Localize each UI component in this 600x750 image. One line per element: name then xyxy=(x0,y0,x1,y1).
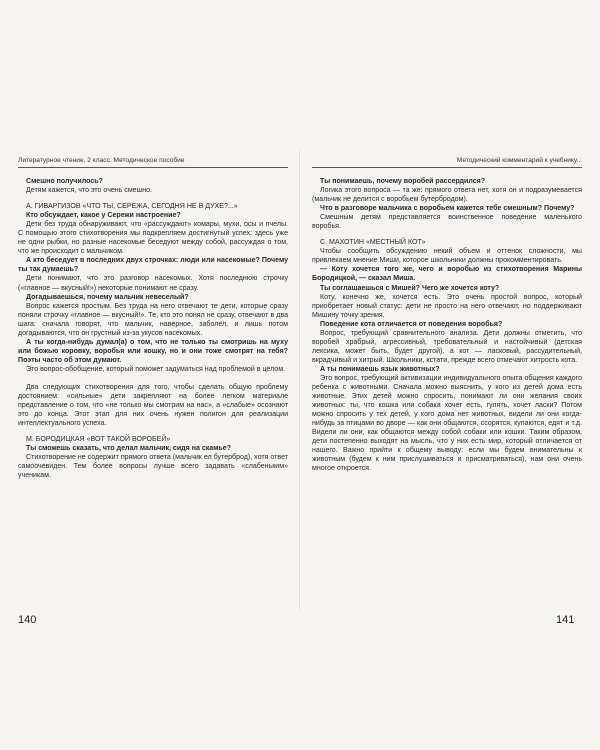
text-paragraph: Чтобы сообщить обсуждению некий объем и оттенок сложности, мы привлекаем мнение Миши, которое школьники должны прокомментировать. xyxy=(312,248,582,265)
question-paragraph: Ты соглашаешься с Мишей? Чего же хочется коту? xyxy=(320,284,500,292)
text-paragraph: Вопрос кажется простым. Без труда на него отвечают те дети, которые сразу поняли строчку «главное — вкусный!». Те, кто это понял не сразу, отвечают в два шага: сначала говорят, что мальчик, наверное, заболел, и лишь потом догадываются, что он грустный из-за укусов насекомых. xyxy=(18,302,288,337)
paragraph-gap xyxy=(18,374,288,383)
text-paragraph: Вопрос, требующий сравнительного анализа. Дети должны отметить, что воробей храбрый, агрессивный, требовательный и настойчивый (детская лексика, может быть, будет другой), а кот — ласковый, рассудительный, вкрадчивый и хитрый. Школьники, кстати, прежде всего отмечают хитрость кота. xyxy=(312,329,582,364)
section-heading: М. БОРОДИЦКАЯ «ВОТ ТАКОЙ ВОРОБЕЙ» xyxy=(26,436,171,444)
left-page-text xyxy=(18,177,288,480)
section-heading: С. МАХОТИН «МЕСТНЫЙ КОТ» xyxy=(320,239,426,247)
section-heading: А. ГИВАРГИЗОВ «ЧТО ТЫ, СЕРЕЖА, СЕГОДНЯ НЕ В ДУХЕ?...» xyxy=(26,203,238,211)
book-gutter xyxy=(299,150,301,610)
right-page-text xyxy=(312,177,582,474)
question-paragraph: Ты сможешь сказать, что делал мальчик, сидя на скамье? xyxy=(26,445,231,453)
right-page xyxy=(312,156,582,596)
right-running-head: Методический комментарий к учебнику... xyxy=(312,156,582,168)
text-paragraph: Стихотворение не содержит прямого ответа (мальчик ел бутерброд), хотя ответ самоочевиден. Тем более вопросы лучше всего задавать «слабеньким» ученикам. xyxy=(18,454,288,480)
question-paragraph: А кто беседует в последних двух строчках: люди или насекомые? Почему ты так думаешь? xyxy=(18,257,288,274)
text-paragraph: Это вопрос-обобщение, который поможет задуматься над проблемой в целом. xyxy=(26,365,285,373)
left-page-number: 140 xyxy=(18,614,37,626)
question-paragraph: А ты когда-нибудь думал(а) о том, что не только ты смотришь на муху или божью коровку, воробья или кошку, но и они тоже смотрят на тебя? Поэты часто об этом думают. xyxy=(18,338,288,364)
question-paragraph: — Коту хочется того же, чего и воробью из стихотворения Марины Бородицкой, — сказал Миша. xyxy=(312,266,582,283)
text-paragraph: Коту, конечно же, хочется есть. Это очень простой вопрос, который приобретает новый статус: дети не просто на него отвечают, но поддерживают Мишину точку зрения. xyxy=(312,293,582,319)
question-paragraph: Кто обсуждает, какое у Сережи настроение? xyxy=(26,212,181,220)
question-paragraph: Ты понимаешь, почему воробей рассердился? xyxy=(320,178,486,185)
text-paragraph: Детям кажется, что это очень смешно. xyxy=(26,187,153,195)
right-page-number: 141 xyxy=(556,614,575,626)
question-paragraph: А ты понимаешь язык животных? xyxy=(320,365,440,373)
question-paragraph: Поведение кота отличается от поведения воробья? xyxy=(320,320,503,328)
question-paragraph: Что в разговоре мальчика с воробьем кажется тебе смешным? Почему? xyxy=(320,205,575,213)
question-paragraph: Догадываешься, почему мальчик невеселый? xyxy=(26,293,189,301)
question-paragraph: Смешно получилось? xyxy=(26,178,103,185)
text-paragraph: Смешным детям представляется воинственное поведение маленького воробья. xyxy=(312,214,582,231)
text-paragraph: Дети без труда обнаруживают, что «рассуждают» комары, мухи, осы и пчелы. С помощью этого стихотворения мы подкрепляем достигнутый успех: здесь уже не одни рыбки, но разные насекомые беседуют между собой, рассуждая о том, что же происходит с мальчиком. xyxy=(18,221,288,256)
text-paragraph: Дети понимают, что это разговор насекомых. Хотя последнюю строчку («главное — вкусный!») некоторые понимают не сразу. xyxy=(18,275,288,292)
text-paragraph: Логика этого вопроса — та же: прямого ответа нет, хотя он и подразумевается (мальчик не делится с воробьем бутербродом). xyxy=(312,187,582,204)
left-page xyxy=(18,156,288,596)
text-paragraph: Это вопрос, требующий активизации индивидуального опыта общения каждого ребенка с животными. Сначала можно выяснить, у кого из детей дома есть животные. Этих детей можно спросить, понимают ли они желания своих животных: ты, что кошка или собака хочет есть, гулять, хочет ласки? Потом можно спросить у тех детей, у кого дома нет животных, видели ли они когда-нибудь за птицами во дворе — как они общаются, ссорятся, купаются, едят и т.д. Видели ли они, как общаются между собой собаки или кошки. Таким образом, дети постепенно выходят на мысль, что у них есть мир, который отличается от нашего. Важно прийти к общему выводу: если мы будем внимательны к животным (будем к ним прислушиваться и присматриваться), нам они очень многое откроется. xyxy=(312,374,582,473)
text-paragraph: Два следующих стихотворения для того, чтобы сделать общую проблему достоянием: «сильные» дети закрепляют на более легком материале представление о том, что «не только мы смотрим на нас», а «слабые» осознают это до конца. Этот этап для них очень нужен полигон для реализации интеллектуального успеха. xyxy=(18,383,288,428)
left-running-head: Литературное чтение, 2 класс. Методическое пособие xyxy=(18,156,288,168)
